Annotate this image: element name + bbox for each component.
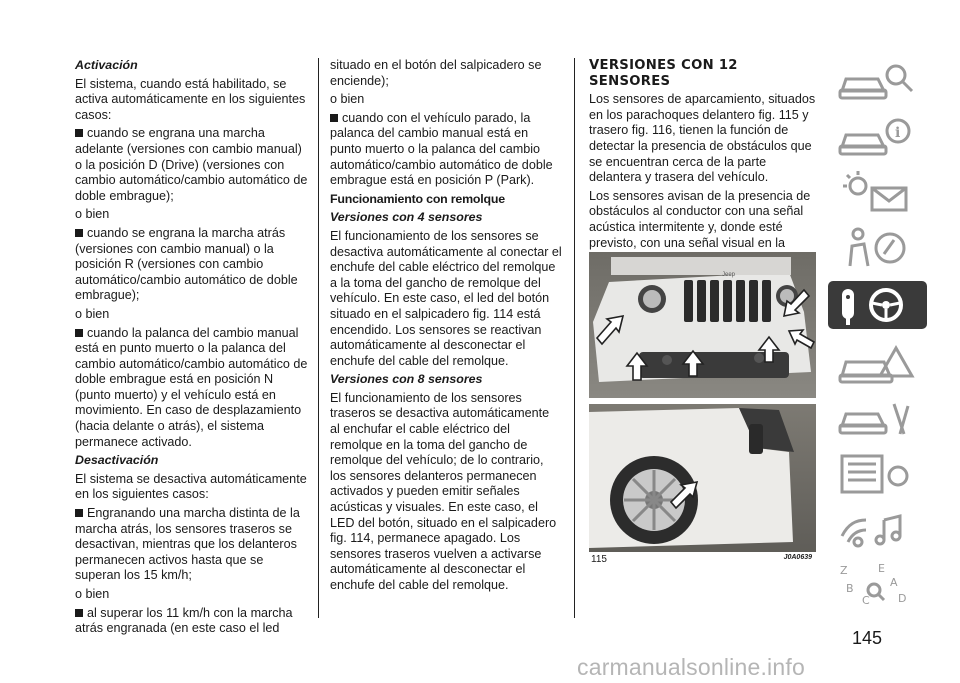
car-search-icon [828,57,927,105]
svg-text:A: A [890,576,898,589]
tab-car-search[interactable] [828,57,927,105]
remolque-heading: Funcionamiento con remolque [330,191,505,206]
or-text: o bien [75,587,110,601]
list-item: al superar los 11 km/h con la marcha atrás engranada (en este caso el led [75,606,311,637]
or-text: o bien [330,92,365,107]
figure-115-parking-sensors [589,252,816,552]
column-3 [589,58,817,270]
tab-multimedia[interactable] [828,506,927,554]
list-item: cuando se engrana una marcha adelante (versiones con cambio manual) o la posición D (Drive) (versiones con cambio automático/cambio automático de doble embrague); [75,126,311,204]
tab-airbag-safety[interactable] [828,224,927,272]
svg-text:D: D [898,592,907,605]
page-number: 145 [852,628,883,648]
svg-text:C: C [862,594,870,607]
column-2 [330,58,562,597]
figure-code: J0A0639 [783,554,812,561]
v4-text: El funcionamiento de los sensores se desactiva automáticamente al conectar el enchufe del cable eléctrico del remolque a la toma del gancho de remolque del vehículo. En este caso, el led del botón situado en el salpicadero fig. 114 está encendido. Los sensores se reactivan automáticamente al desconectar el enchufe del cable del remolque. [330,228,562,368]
index-icon [828,562,927,610]
multimedia-icon [828,506,927,554]
activacion-intro: El sistema, cuando está habilitado, se activa automáticamente en los siguientes casos: [75,76,306,122]
continued-text: situado en el botón del salpicadero se enciende); [330,58,542,88]
list-item: cuando con el vehículo parado, la palanca del cambio manual está en punto muerto o la palanca del cambio automático/cambio automático de doble embrague está en posición P (Park). [330,111,562,189]
car-sensor-illustration [589,252,816,552]
tab-car-info[interactable] [828,113,927,161]
svg-text:B: B [846,582,854,595]
svg-text:E: E [878,562,885,575]
v8-heading: Versiones con 8 sensores [330,372,483,387]
lights-warning-icon [828,168,927,216]
paragraph: Los sensores avisan de la presencia de obstáculos al conductor con una señal acústica intermitente y, donde esté previsto, con una señal visual en la [589,188,811,250]
desactivacion-intro: El sistema se desactiva automáticamente en los siguientes casos: [75,471,307,502]
tab-maintenance[interactable] [828,394,927,442]
list-item: Engranando una marcha distinta de la marcha atrás, los sensores traseros se desactivan, mientras que los delanteros permanecen activos hasta que se superan los 15 km/h; [75,506,311,584]
tab-technical-data[interactable] [828,450,927,498]
v8-text: El funcionamiento de los sensores traseros se desactiva automáticamente al enchufar el cable eléctrico del remolque en la toma del gancho de remolque del vehículo; de lo contrario, los sensores delanteros permanecen activados y pueden emitir señales acústicas y visuales. En este caso, el LED del botón, situado en el salpicadero fig. 114, permanece apagado. Los sensores traseros vuelven a activarse automáticamente al desconectar el enchufe del cable del remolque. [330,390,557,592]
technical-data-icon [828,450,927,498]
tab-index[interactable] [828,562,927,610]
list-item: cuando se engrana la marcha atrás (versiones con cambio manual) o la posición R (versiones con cambio automático/cambio automático de doble embrague); [75,226,311,304]
key-steering-icon [828,281,927,329]
watermark: carmanualsonline.info [577,654,805,680]
tab-key-steering[interactable] [828,281,927,329]
airbag-safety-icon [828,224,927,272]
list-item: cuando la palanca del cambio manual está en punto muerto o la palanca del cambio automático/cambio automático de doble embrague está en posición N (punto muerto) y el vehículo está en movimiento. En caso de desplazamiento (hacia delante o atrás), el sistema permanece activado. [75,326,311,451]
brand-badge: Jeep [722,272,736,278]
tab-emergency[interactable] [828,338,927,386]
section-heading: VERSIONES CON 12 SENSORES [589,58,738,89]
or-text: o bien [75,306,110,321]
maintenance-icon [828,394,927,442]
column-divider [318,58,319,618]
car-info-icon [828,113,927,161]
column-1 [75,58,311,640]
figure-number: 115 [591,554,607,565]
svg-text:Z: Z [840,564,848,577]
paragraph: Los sensores de aparcamiento, situados en los parachoques delantero fig. 115 y trasero fig. 116, tienen la función de detectar la presencia de obstáculos que se encuentran cerca de la parte delantera y trasera del vehículo. [589,92,816,185]
v4-heading: Versiones con 4 sensores [330,210,483,225]
column-divider [574,58,575,618]
desactivacion-heading: Desactivación [75,453,159,468]
svg-text:i: i [895,125,901,141]
emergency-icon [828,338,927,386]
figure-caption [591,554,814,565]
activacion-heading: Activación [75,58,138,72]
tab-lights-warning[interactable] [828,168,927,216]
or-text: o bien [75,207,110,222]
